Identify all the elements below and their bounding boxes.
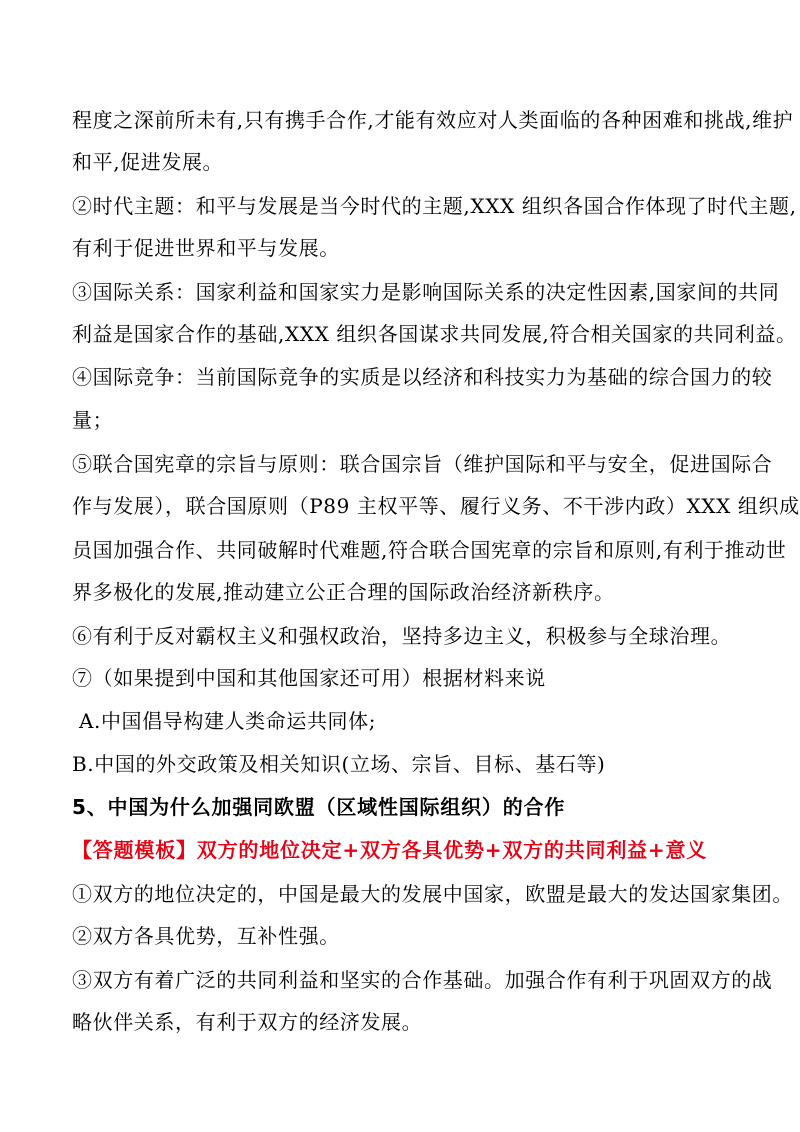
text-line: 和平,促进发展。	[72, 150, 224, 174]
answer-line: ②双方各具优势，互补性强。	[72, 924, 340, 948]
answer-template-heading: 【答题模板】双方的地位决定+双方各具优势+双方的共同利益+意义	[72, 838, 708, 862]
text-line: A.中国倡导构建人类命运共同体;	[72, 709, 377, 733]
text-line: 有利于促进世界和平与发展。	[72, 236, 340, 260]
section-heading: 5、中国为什么加强同欧盟（区域性国际组织）的合作	[72, 795, 566, 819]
text-line: ③国际关系：国家利益和国家实力是影响国际关系的决定性因素,国家间的共同	[72, 280, 780, 304]
text-line: ⑥有利于反对霸权主义和强权政治，坚持多边主义，积极参与全球治理。	[72, 624, 732, 648]
text-line: ②时代主题：和平与发展是当今时代的主题,XXX 组织各国合作体现了时代主题,	[72, 194, 797, 218]
answer-line: 略伙伴关系，有利于双方的经济发展。	[72, 1010, 423, 1034]
text-line: ⑦（如果提到中国和其他国家还可用）根据材料来说	[72, 666, 546, 690]
text-line: 员国加强合作、共同破解时代难题,符合联合国宪章的宗旨和原则,有利于推动世	[72, 538, 787, 562]
answer-line: ①双方的地位决定的，中国是最大的发展中国家，欧盟是最大的发达国家集团。	[72, 882, 793, 906]
text-line: 程度之深前所未有,只有携手合作,才能有效应对人类面临的各种困难和挑战,维护	[72, 108, 794, 132]
text-line: ⑤联合国宪章的宗旨与原则：联合国宗旨（维护国际和平与安全，促进国际合	[72, 452, 773, 476]
text-line: 量；	[72, 408, 114, 432]
answer-line: ③双方有着广泛的共同利益和坚实的合作基础。加强合作有利于巩固双方的战	[72, 968, 773, 992]
text-line: B.中国的外交政策及相关知识(立场、宗旨、目标、基石等)	[72, 752, 606, 776]
text-line: 作与发展），联合国原则（P89 主权平等、履行义务、不干涉内政）XXX 组织成	[72, 494, 800, 518]
text-line: ④国际竞争：当前国际竞争的实质是以经济和科技实力为基础的综合国力的较	[72, 365, 773, 389]
text-line: 利益是国家合作的基础,XXX 组织各国谋求共同发展,符合相关国家的共同利益。	[72, 322, 797, 346]
text-line: 界多极化的发展,推动建立公正合理的国际政治经济新秩序。	[72, 580, 615, 604]
